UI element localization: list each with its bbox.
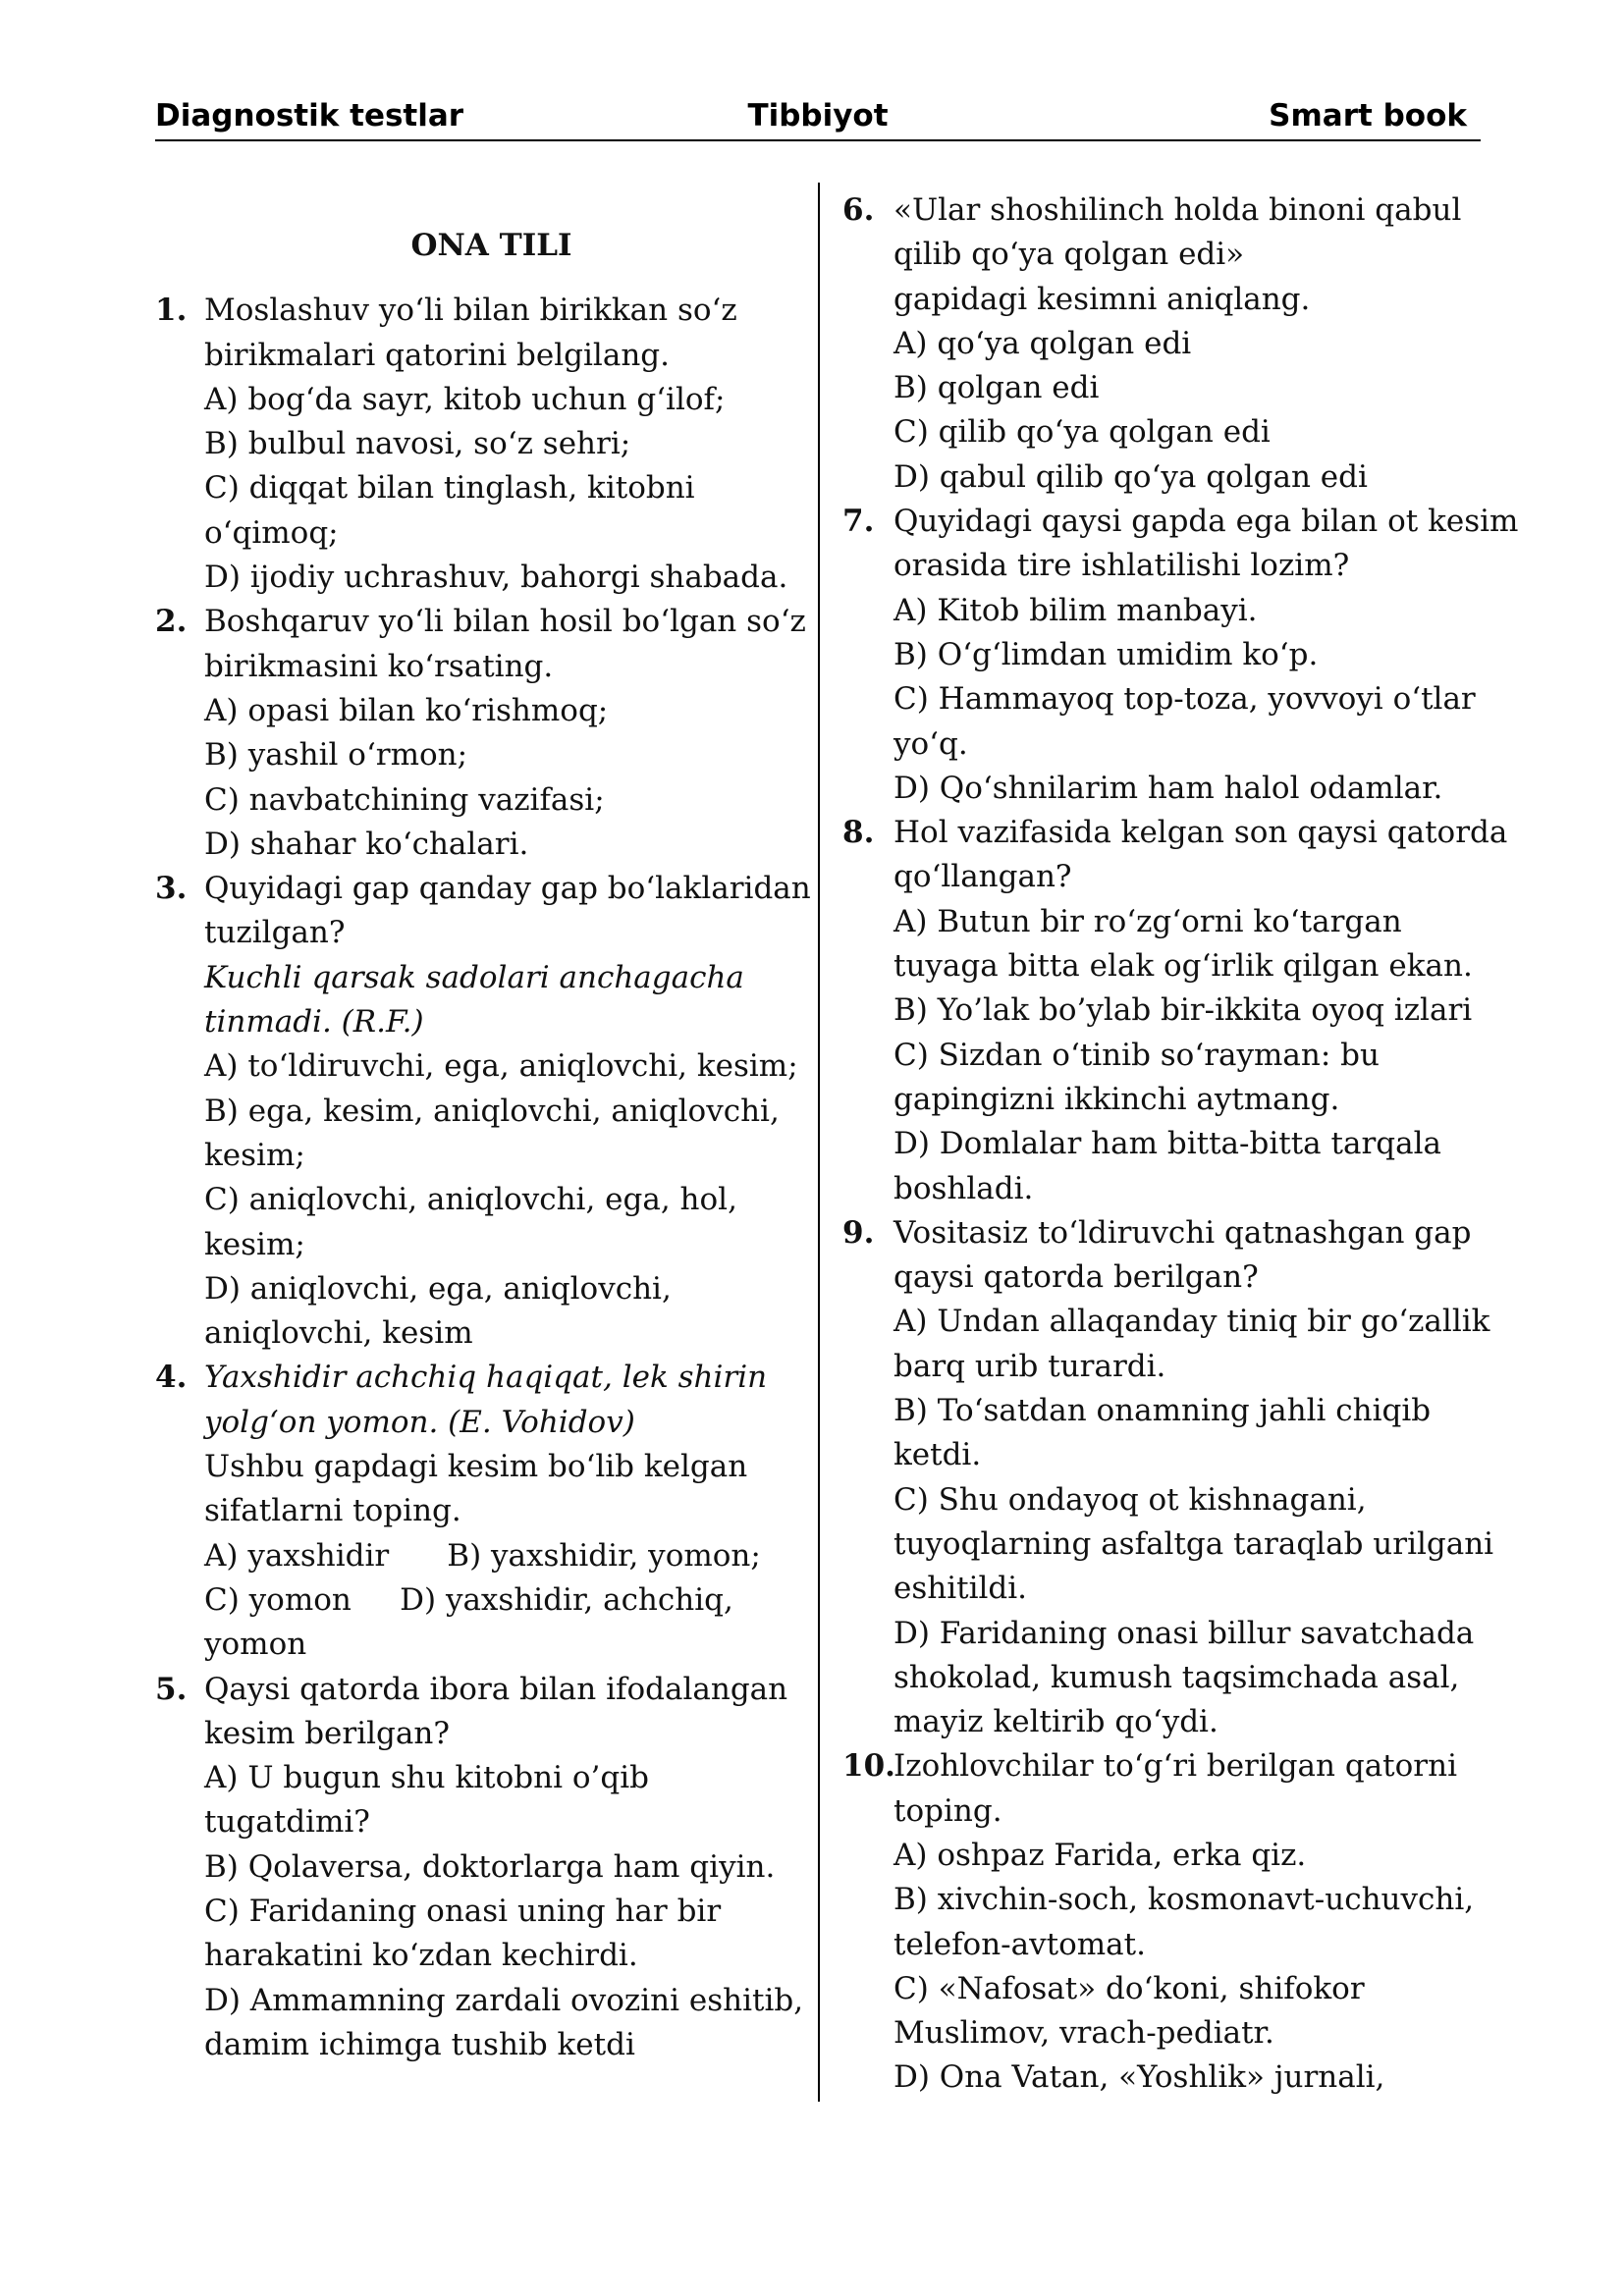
question-text: toping. [893, 1792, 1002, 1829]
answer-option-c: eshitildi. [893, 1571, 1028, 1607]
answer-option-a: A) U bugun shu kitobni o’qib [204, 1760, 649, 1796]
answer-option-d: yomon [204, 1627, 307, 1663]
question-8 [842, 811, 1508, 1211]
answer-option-b: B) Qolaversa, doktorlarga ham qiyin. [204, 1848, 776, 1885]
answer-option-a: A) Undan allaqanday tiniq bir go‘zallik [893, 1304, 1490, 1340]
answer-option-c: C) Hammayoq top-toza, yovvoyi o‘tlar [893, 681, 1476, 718]
question-9 [842, 1211, 1494, 1745]
example-sentence: Kuchli qarsak sadolari anchagacha [204, 959, 744, 995]
question-number: 3. [155, 871, 188, 907]
answer-option-d: D) qabul qilib qo‘ya qolgan edi [893, 458, 1368, 495]
answer-option-c: C) diqqat bilan tinglash, kitobni [204, 470, 695, 507]
answer-option-b: B) yashil o‘rmon; [204, 737, 468, 774]
answer-option-d: mayiz keltirib qo‘ydi. [893, 1704, 1218, 1740]
answer-option-a: barq urib turardi. [893, 1348, 1166, 1384]
question-10 [842, 1744, 1481, 2100]
question-text: kesim berilgan? [204, 1715, 450, 1751]
answer-options-ab: A) yaxshidir B) yaxshidir, yomon; [204, 1537, 761, 1574]
answer-option-d: D) Ona Vatan, «Yoshlik» jurnali, [893, 2059, 1385, 2096]
column-divider [818, 183, 820, 2102]
answer-option-b: telefon-avtomat. [893, 1926, 1146, 1962]
question-4 [155, 1356, 784, 1667]
question-text: Hol vazifasida kelgan son qaysi qatorda [893, 815, 1508, 851]
answer-option-c: C) Faridaning onasi uning har bir [204, 1893, 722, 1929]
answer-option-d: shokolad, kumush taqsimchada asal, [893, 1659, 1460, 1695]
answer-option-c: harakatini ko‘zdan kechirdi. [204, 1938, 638, 1974]
example-sentence: Yaxshidir achchiq haqiqat, lek shirin [204, 1360, 768, 1396]
answer-option-d: D) Domlalar ham bitta-bitta tarqala [893, 1126, 1441, 1162]
answer-option-b: B) xivchin-soch, kosmonavt-uchuvchi, [893, 1882, 1475, 1918]
question-text: Qaysi qatorda ibora bilan ifodalangan [204, 1671, 788, 1707]
question-1 [155, 289, 788, 600]
question-number: 5. [155, 1671, 188, 1707]
answer-option-b: kesim; [204, 1137, 305, 1173]
question-number: 7. [842, 504, 875, 540]
answer-option-d: D) aniqlovchi, ega, aniqlovchi, [204, 1270, 672, 1307]
question-text: sifatlarni toping. [204, 1493, 461, 1529]
answer-option-d: aniqlovchi, kesim [204, 1315, 473, 1352]
answer-option-c: C) «Nafosat» do‘koni, shifokor [893, 1970, 1365, 2006]
answer-option-a: A) qo‘ya qolgan edi [893, 325, 1192, 361]
header-left-title: Diagnostik testlar [155, 98, 464, 133]
question-text: birikmalari qatorini belgilang. [204, 337, 670, 373]
answer-option-a: A) Kitob bilim manbayi. [893, 592, 1258, 628]
answer-option-a: A) opasi bilan ko‘rishmoq; [204, 692, 609, 728]
question-number: 4. [155, 1360, 188, 1396]
example-sentence: tinmadi. (R.F.) [204, 1004, 424, 1041]
answer-option-d: D) shahar ko‘chalari. [204, 826, 529, 862]
answer-option-d: boshladi. [893, 1170, 1034, 1206]
answer-option-a: A) Butun bir ro‘zg‘orni ko‘targan [893, 903, 1402, 939]
answer-option-c: o‘qimoq; [204, 514, 339, 551]
answer-option-a: A) oshpaz Farida, erka qiz. [893, 1837, 1307, 1873]
answer-option-c: C) aniqlovchi, aniqlovchi, ega, hol, [204, 1182, 737, 1218]
question-text: «Ular shoshilinch holda binoni qabul [893, 192, 1462, 228]
question-text: qaysi qatorda berilgan? [893, 1259, 1259, 1296]
answer-option-b: B) bulbul navosi, so‘z sehri; [204, 426, 631, 462]
answer-option-c: C) Shu ondayoq ot kishnagani, [893, 1481, 1367, 1518]
answer-option-b: B) To‘satdan onamning jahli chiqib [893, 1393, 1432, 1429]
header-right-title: Smart book [1269, 98, 1467, 133]
question-text: Vositasiz to‘ldiruvchi qatnashgan gap [893, 1214, 1472, 1251]
answer-option-b: B) Yo’lak bo’ylab bir-ikkita oyoq izlari [893, 992, 1473, 1029]
answer-option-c: C) qilib qo‘ya qolgan edi [893, 414, 1271, 451]
answer-option-c: kesim; [204, 1226, 305, 1262]
answer-option-a: tuyaga bitta elak og‘irlik qilgan ekan. [893, 948, 1473, 985]
example-sentence: yolg‘on yomon. (E. Vohidov) [204, 1404, 635, 1440]
answer-option-a: A) bog‘da sayr, kitob uchun g‘ilof; [204, 381, 726, 417]
question-text: Quyidagi qaysi gapda ega bilan ot kesim [893, 504, 1519, 540]
left-column [155, 183, 811, 2067]
question-text: Moslashuv yo‘li bilan birikkan so‘z [204, 293, 737, 329]
answer-option-b: B) qolgan edi [893, 370, 1100, 406]
question-number: 9. [842, 1214, 875, 1251]
right-column [842, 188, 1519, 2101]
question-7 [842, 500, 1519, 811]
answer-option-c: yo‘q. [893, 725, 968, 762]
answer-option-a: tugatdimi? [204, 1804, 370, 1841]
question-number: 8. [842, 815, 875, 851]
question-text: Izohlovchilar to‘g‘ri berilgan qatorni [893, 1748, 1457, 1785]
answer-option-d: D) Ammamning zardali ovozini eshitib, [204, 1982, 804, 2018]
question-3 [155, 867, 811, 1356]
header-center-title: Tibbiyot [747, 98, 889, 133]
answer-option-b: B) O‘g‘limdan umidim ko‘p. [893, 636, 1319, 672]
question-2 [155, 600, 806, 867]
answer-option-b: ketdi. [893, 1437, 982, 1473]
answer-option-c: C) navbatchining vazifasi; [204, 781, 605, 818]
question-text: tuzilgan? [204, 915, 346, 951]
question-text: qo‘llangan? [893, 859, 1072, 895]
question-6 [842, 188, 1481, 500]
answer-option-b: B) ega, kesim, aniqlovchi, aniqlovchi, [204, 1093, 780, 1129]
question-number: 10. [842, 1748, 895, 1785]
question-text: Quyidagi gap qanday gap bo‘laklaridan [204, 871, 811, 907]
answer-option-a: A) to‘ldiruvchi, ega, aniqlovchi, kesim; [204, 1048, 798, 1085]
answer-option-c: tuyoqlarning asfaltga taraqlab urilgani [893, 1525, 1494, 1562]
question-text: orasida tire ishlatilishi lozim? [893, 548, 1350, 584]
answer-option-d: D) Faridaning onasi billur savatchada [893, 1615, 1475, 1651]
answer-option-d: damim ichimga tushib ketdi [204, 2026, 635, 2062]
answer-option-c: C) Sizdan o‘tinib so‘rayman: bu [893, 1037, 1380, 1073]
question-5 [155, 1668, 804, 2068]
question-text: gapidagi kesimni aniqlang. [893, 281, 1311, 317]
question-number: 6. [842, 192, 875, 228]
answer-option-d: D) Qo‘shnilarim ham halol odamlar. [893, 770, 1443, 806]
answer-option-c: gapingizni ikkinchi aytmang. [893, 1081, 1340, 1117]
question-text: qilib qo‘ya qolgan edi» [893, 237, 1245, 273]
question-number: 1. [155, 293, 188, 329]
section-title: ONA TILI [410, 228, 572, 263]
question-text: Boshqaruv yo‘li bilan hosil bo‘lgan so‘z [204, 604, 806, 640]
page-header [155, 94, 1481, 141]
question-number: 2. [155, 604, 188, 640]
answer-options-cd: C) yomon D) yaxshidir, achchiq, [204, 1581, 733, 1618]
question-text: Ushbu gapdagi kesim bo‘lib kelgan [204, 1449, 748, 1485]
answer-option-c: Muslimov, vrach-pediatr. [893, 2015, 1274, 2052]
question-text: birikmasini ko‘rsating. [204, 648, 554, 684]
answer-option-d: D) ijodiy uchrashuv, bahorgi shabada. [204, 560, 788, 596]
